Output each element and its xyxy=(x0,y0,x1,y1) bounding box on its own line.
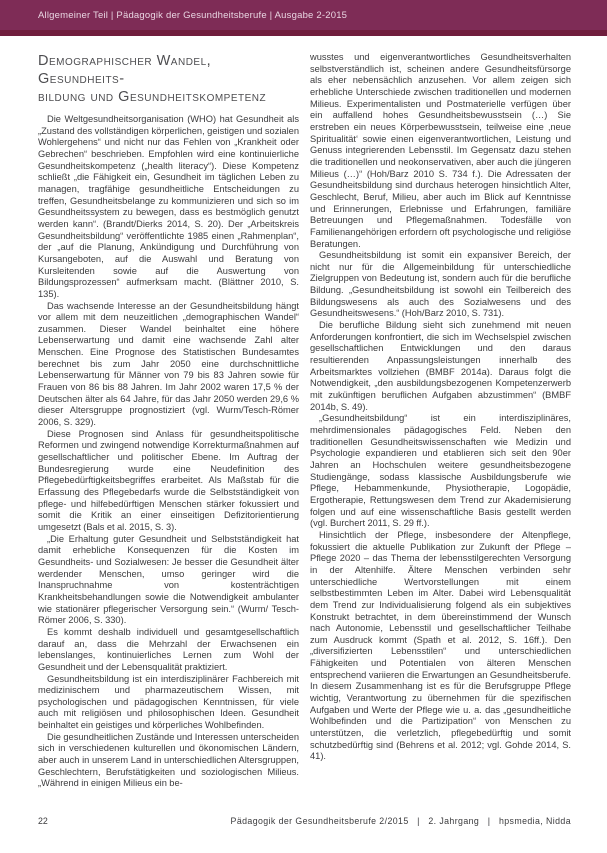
paragraph: Die gesundheitlichen Zustände und Interessen unterscheiden sich in verschiedenen kulturellen und ökonomischen Ländern, aber auch in unserem Land in unterschiedlichen Altersgruppen, Geschlechtern, Berufstätigkeiten und soziologischen Milieus. „Während in einigen Milieus ein be- xyxy=(38,731,299,789)
left-column-paragraphs xyxy=(38,114,299,790)
journal-info: Pädagogik der Gesundheitsberufe 2/2015 | 2. Jahrgang | hpsmedia, Nidda xyxy=(230,816,571,826)
article-title-line: bildung und Gesundheitskompetenz xyxy=(38,89,267,105)
right-column-paragraphs xyxy=(310,52,571,763)
paragraph: „Die Erhaltung guter Gesundheit und Selbstständigkeit hat damit erhebliche Konsequenzen für die Kosten im Gesundheits- und Sozialwesen: Je besser die Gesundheit älter werdender Menschen, umso geringer wird die Inanspruchnahme von kostenträchtigen Krankheitsbehandlungen sowie die Notwendigkeit ambulanter wie stationärer pflegerischer Versorgung sein.“ (Wurm/ Tesch-Römer 2006, S. 330). xyxy=(38,533,299,626)
right-column xyxy=(310,52,571,812)
paragraph: Es kommt deshalb individuell und gesamtgesellschaftlich darauf an, dass die Mehrzahl der Erwachsenen ein lebenslanges, kontinuierliches Lernen zum Wohl der Gesundheit und der Lebensqualität praktiziert. xyxy=(38,626,299,672)
page-header-bar xyxy=(0,0,607,30)
page-footer xyxy=(38,816,571,826)
paragraph: Diese Prognosen sind Anlass für gesundheitspolitische Reformen und zwingend notwendige Korrekturmaßnahmen auf gesellschaftlicher und politischer Ebene. Im Auftrag der Bundesregierung wurde eine Neudefinition des Pflegebedürftigkeitsbegriffes erarbeitet. Als Maßstab für die Erfassung des Pflegebedarfs wurde die Selbstständigkeit von pflege- und hilfebedürftigen Menschen stärker fokussiert und somit die Kritik an einer einseitigen Defizitorientierung umgesetzt (Bals et al. 2015, S. 3). xyxy=(38,428,299,532)
paragraph: Die Weltgesundheitsorganisation (WHO) hat Gesundheit als „Zustand des vollständigen körperlichen, geistigen und sozialen Wohlergehens“ und nicht nur das Fehlen von „Krankheit oder Gebrechen“ beschrieben. Empfohlen wird eine kontinuierliche Gesundheitskompetenz („health literacy“). Diese Kompetenz schließt „die Fähigkeit ein, Gesundheit im täglichen Leben zu managen, tragfähige gesundheitliche Entscheidungen zu treffen, Gesundheitsbelange zu kommunizieren und sich so im Gesundheitssystem zu bewegen, dass es bestmöglich genutzt werden kann“. (Brandt/Dierks 2014, S. 20). Der „Arbeitskreis Gesundheitsbildung“ veröffentlichte 1985 einen „Rahmenplan“, der „auf die Planung, Ankündigung und Durchführung von Kursangeboten, auf die Auswahl und Beratung von Kursleitenden sowie auf die Auswertung von Bildungsprozessen“ aufmerksam macht. (Blättner 2010, S. 135). xyxy=(38,114,299,299)
paragraph: Das wachsende Interesse an der Gesundheitsbildung hängt vor allem mit dem neuzeitlichen „demographischen Wandel“ zusammen. Dieser Wandel beinhaltet eine höhere Lebenserwartung und damit eine wachsende Zahl alter Menschen. Eine Prognose des Statistischen Bundesamtes berechnet bis zum Jahr 2050 eine durchschnittliche Lebenserwartung für Männer von 79 bis 83 Jahren sowie für Frauen von 86 bis 88 Jahren. Im Jahr 2002 waren 17,5 % der Deutschen älter als 64 Jahre, für das Jahr 2050 werden 29,6 % dieser Altersgruppe prognostiziert (vgl. Wurm/Tesch-Römer 2006, S. 329). xyxy=(38,300,299,428)
article-body xyxy=(38,52,571,812)
page-number: 22 xyxy=(38,816,48,826)
header-breadcrumb: Allgemeiner Teil | Pädagogik der Gesundheitsberufe | Ausgabe 2-2015 xyxy=(38,9,348,21)
header-accent-stripe xyxy=(0,30,607,36)
paragraph: wusstes und eigenverantwortliches Gesundheitsverhalten selbstverständlich ist, scheinen andere Gesundheitsfürsorge als eher nebensächlich anzusehen. Vor allem zeigen sich erhebliche Unterschiede zwischen traditionellen und modernen Milieus. Experimentalisten und Postmaterielle verfügen über ein auffallend hohes Gesundheitsbewusstsein (…) Sie erstreben ein neues Körperbewusstsein, teilweise eine ‚neue Spiritualität‘ sowie einen eigenverantwortlichen, Leistung und Genuss integrierenden Lebensstil. Im Gegensatz dazu stehen die traditionellen und neokonservativen, aber auch die jüngeren Milieus (…)“ (Hoh/Barz 2010 S. 734 f.). Die Adressaten der Gesundheitsbildung sind durchaus heterogen hinsichtlich Alter, Geschlecht, Beruf, Milieu, aber auch im Blick auf Kenntnisse und Erinnerungen, Erlebnisse und Erfahrungen, familiäre Betreuungen und Pflegemaßnahmen. Todesfälle von Familienangehörigen erfordern oft psychologische und religiöse Beratungen. xyxy=(310,52,571,249)
paragraph: Hinsichtlich der Pflege, insbesondere der Altenpflege, fokussiert die aktuelle Publikation zur Zukunft der Pflege – Pflege 2020 – das Thema der lebensstilgerechten Versorgung in der Altenhilfe. Ältere Menschen verbinden sehr unterschiedliche Wertvorstellungen mit einem selbstbestimmten Leben im Alter. Dabei wird Lebensqualität dem Trend zur Individualisierung folgend als ein subjektives Konstrukt betrachtet, in dem übereinstimmend der Wunsch nach Autonomie, Lebensstil und gesellschaftlicher Teilhabe zum Ausdruck kommt (Spath et al. 2012, S. 16ff.). Den „diversifizierten Lebensstilen“ und unterschiedlichen Fähigkeiten und Potentialen von älteren Menschen entsprechend variieren die Erwartungen an Gesundheitsberufe. In diesem Zusammenhang ist es für die Berufsgruppe Pflege wichtig, Verantwortung zu übernehmen für die spezifischen Aufgaben und Werte der Pflege wie u. a. das „gesundheitliche Wohlbefinden und die Partizipation“ von Menschen zu unterstützen, die verletzlich, pflegebedürftig und somit schutzbedürftig sind (Behrens et al. 2012; vgl. Gohde 2014, S. 41). xyxy=(310,529,571,762)
paragraph: „Gesundheitsbildung“ ist ein interdisziplinäres, mehrdimensionales pädagogisches Feld. Neben den traditionellen Gesundheitswissenschaften wie Medizin und Psychologie expandieren und etablieren sich seit den 90er Jahren an Hochschulen weitere gesundheitsbezogene Studiengänge, sodass klassische Ausbildungsberufe wie Pflege, Hebammenkunde, Physiotherapie, Logopädie, Ergotherapie, Rettungswesen dem Trend zur Akademisierung folgen und auf eine wissenschaftliche Basis gestellt werden (vgl. Burchert 2011, S. 29 ff.). xyxy=(310,413,571,529)
article-title-line: Demographischer Wandel, Gesundheits- xyxy=(38,53,212,87)
article-title xyxy=(38,52,299,106)
paragraph: Die berufliche Bildung sieht sich zunehmend mit neuen Anforderungen konfrontiert, die sich im Wechselspiel zwischen gesellschaftlichen Entwicklungen und den daraus resultierenden Anpassungsleistungen innerhalb des Arbeitsmarktes vollziehen (BMBF 2014a). Daraus folgt die Notwendigkeit, „den ausbildungsbezogenen Kompetenzerwerb mit zukünftigen beruflichen Aufgaben abzustimmen“ (BMBF 2014b, S. 49). xyxy=(310,320,571,412)
paragraph: Gesundheitsbildung ist ein interdisziplinärer Fachbereich mit medizinischem und pharmazeutischem Wissen, mit psychologischen und pädagogischen Kenntnissen, für viele auch mit religiösen und philosophischen Ideen. Gesundheit beinhaltet ein geistiges und körperliches Wohlbefinden. xyxy=(38,673,299,731)
paragraph: Gesundheitsbildung ist somit ein expansiver Bereich, der nicht nur für die Allgemeinbildung für unterschiedliche Zielgruppen von Bedeutung ist, sondern auch für die berufliche Bildung. „Gesundheitsbildung ist sowohl ein Teilbereich des Bildungswesens als auch des Sozialwesens und des Gesundheitswesens.“ (Hoh/Barz 2010, S. 731). xyxy=(310,250,571,319)
left-column xyxy=(38,52,299,812)
